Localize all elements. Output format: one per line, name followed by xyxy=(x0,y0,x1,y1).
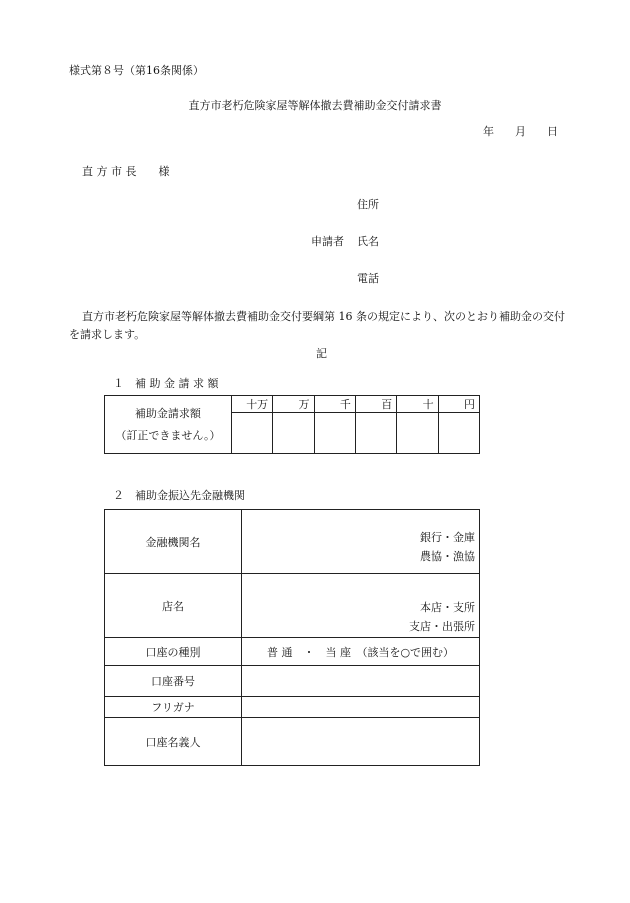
digit-header-yen: 円 xyxy=(438,396,479,413)
branch-name-field[interactable] xyxy=(242,574,480,638)
section2-heading: ２ 補助金振込先金融機関 xyxy=(113,489,245,502)
account-holder-field[interactable] xyxy=(242,718,480,766)
furigana-label: フリガナ xyxy=(105,697,242,718)
addressee: 直 方 市 長 様 xyxy=(82,165,170,178)
form-number: 様式第８号（第16条関係） xyxy=(69,64,204,77)
digit-header-10: 十 xyxy=(397,396,438,413)
furigana-field[interactable] xyxy=(242,697,480,718)
body-text-line-1: 直方市老朽危険家屋等解体撤去費補助金交付要綱第 16 条の規定により、次のとおり補助金の交付 xyxy=(82,310,565,323)
digit-header-10k: 万 xyxy=(273,396,314,413)
digit-input-10[interactable] xyxy=(397,413,438,454)
document-title: 直方市老朽危険家屋等解体撤去費補助金交付請求書 xyxy=(188,99,442,112)
address-label: 住所 xyxy=(357,198,379,211)
bank-option-2: 農協・漁協 xyxy=(420,550,475,563)
digit-header-100: 百 xyxy=(355,396,396,413)
bank-type-options xyxy=(420,528,475,566)
account-number-field[interactable] xyxy=(242,666,480,697)
bank-name-field[interactable] xyxy=(242,510,480,574)
amount-label: 補助金請求額 xyxy=(134,406,201,420)
bank-option-1: 銀行・金庫 xyxy=(420,531,475,544)
digit-input-10k[interactable] xyxy=(273,413,314,454)
branch-type-options xyxy=(409,598,475,636)
digit-input-1k[interactable] xyxy=(314,413,355,454)
date-month: 月 xyxy=(515,125,526,138)
date-day: 日 xyxy=(547,125,558,138)
account-type-options[interactable]: 普 通 ・ 当 座 （該当を○で囲む） xyxy=(242,638,480,666)
subsidy-amount-table xyxy=(104,395,480,454)
account-holder-label: 口座名義人 xyxy=(105,718,242,766)
digit-input-yen[interactable] xyxy=(438,413,479,454)
amount-label-cell xyxy=(105,396,232,454)
digit-header-1k: 千 xyxy=(314,396,355,413)
digit-input-100[interactable] xyxy=(355,413,396,454)
phone-label: 電話 xyxy=(357,272,379,285)
date-year: 年 xyxy=(483,125,494,138)
section1-heading: １ 補 助 金 請 求 額 xyxy=(113,377,219,390)
ki-heading: 記 xyxy=(316,347,327,360)
applicant-label: 申請者 xyxy=(311,235,344,248)
digit-input-100k[interactable] xyxy=(231,413,272,454)
branch-option-1: 本店・支所 xyxy=(420,601,475,614)
branch-option-2: 支店・出張所 xyxy=(409,620,475,633)
name-label: 氏名 xyxy=(357,235,379,248)
bank-name-label: 金融機関名 xyxy=(105,510,242,574)
digit-header-100k: 十万 xyxy=(231,396,272,413)
body-text-line-2: を請求します。 xyxy=(69,328,146,341)
account-number-label: 口座番号 xyxy=(105,666,242,697)
amount-note: （訂正できません。） xyxy=(115,428,221,442)
bank-info-table xyxy=(104,509,480,766)
branch-name-label: 店名 xyxy=(105,574,242,638)
account-type-label: 口座の種別 xyxy=(105,638,242,666)
